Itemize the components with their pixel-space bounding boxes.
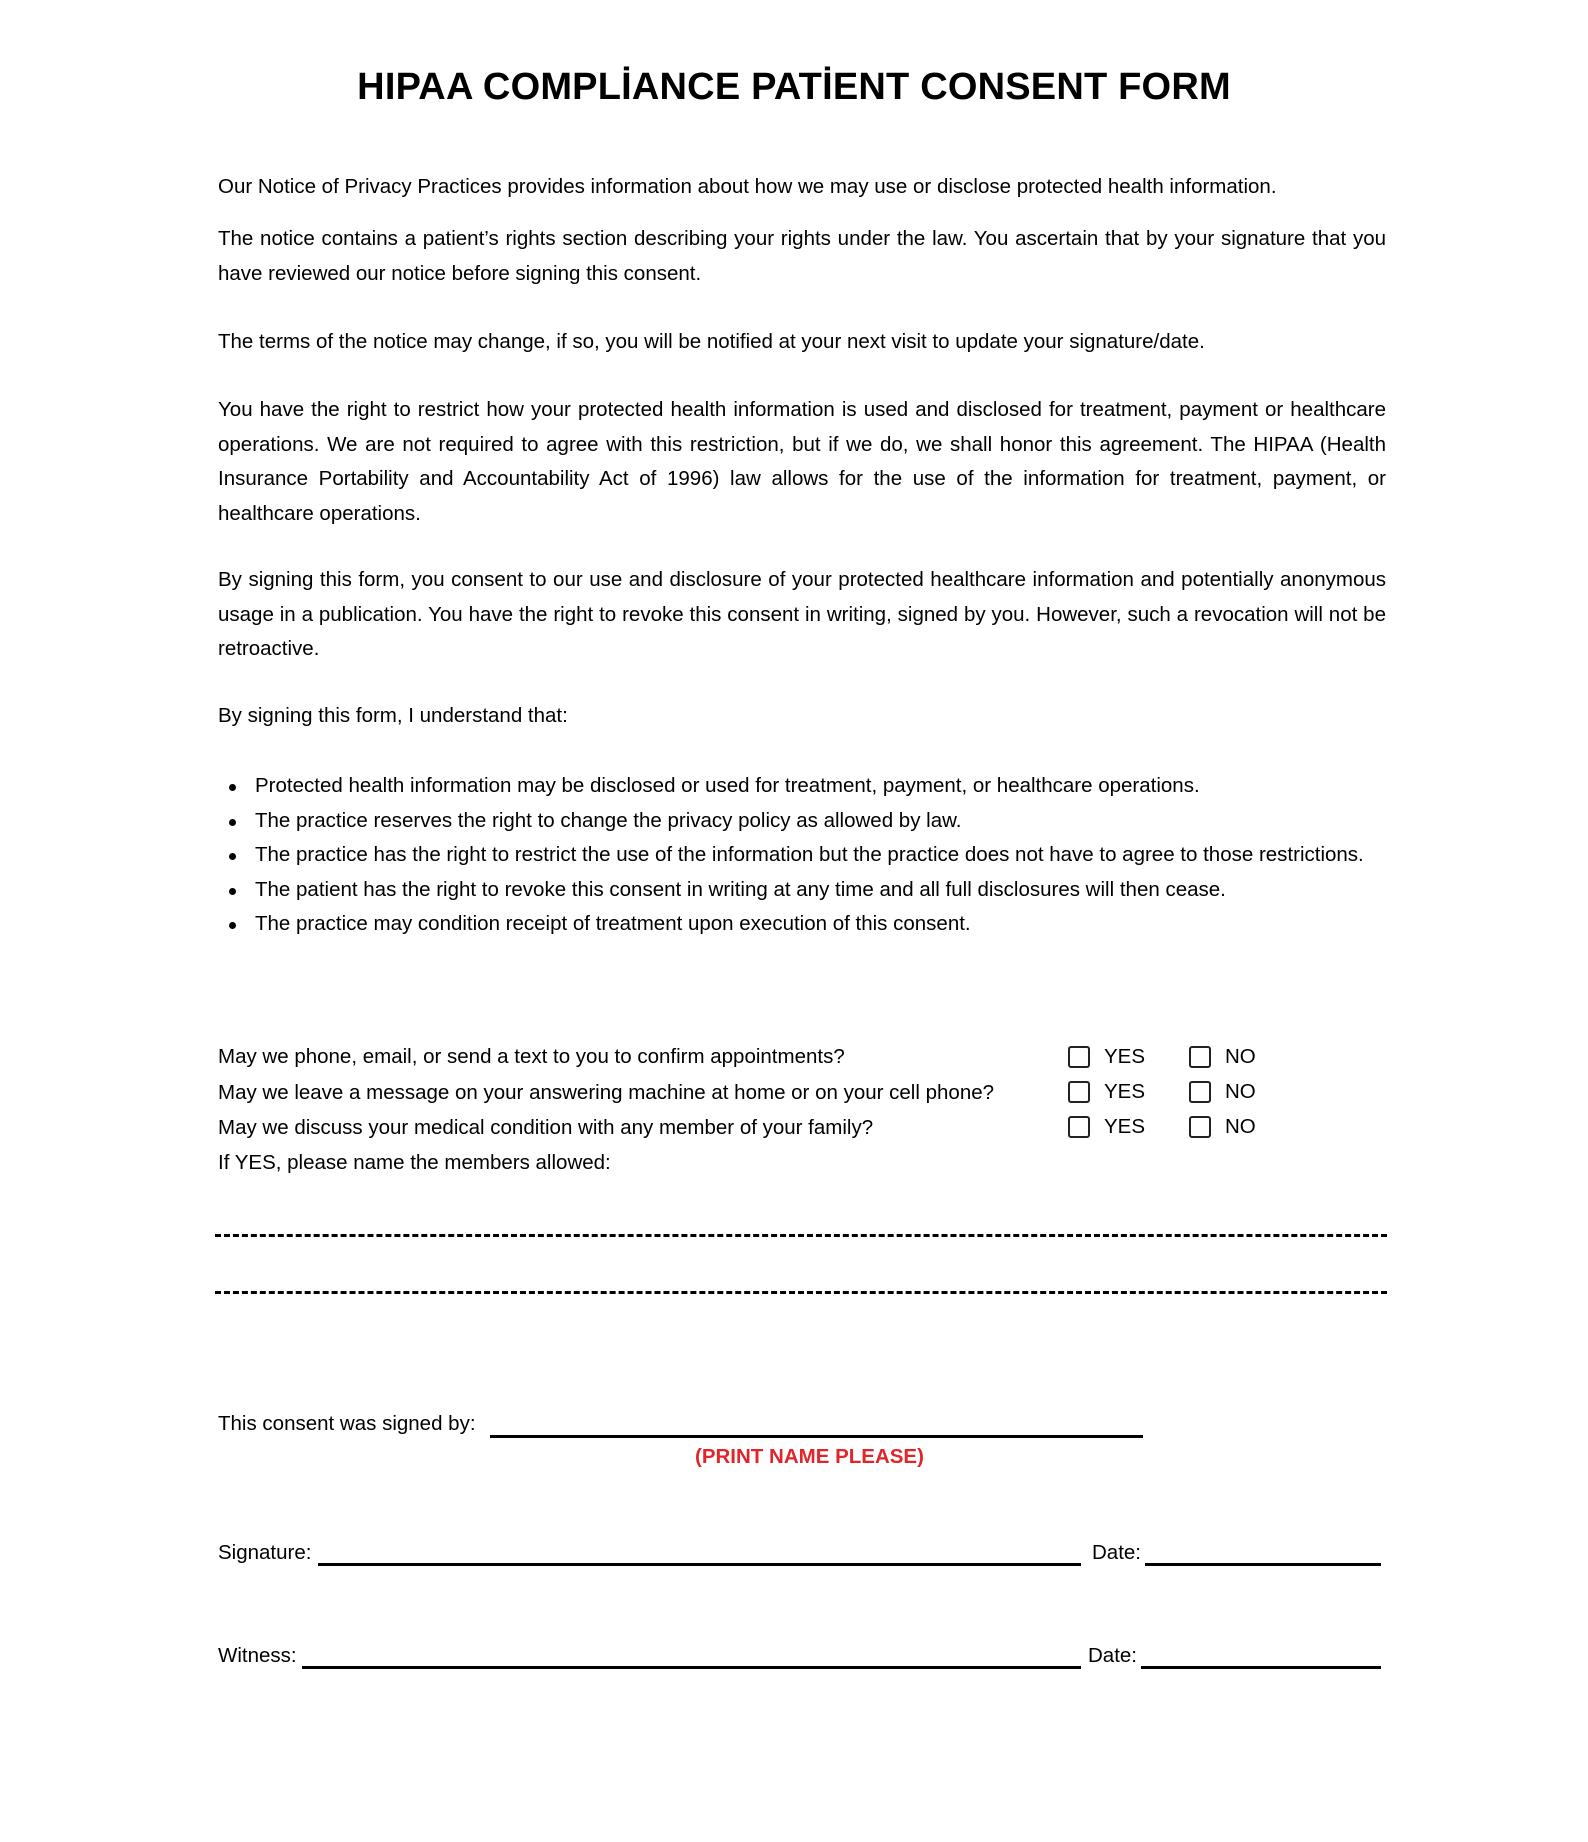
signed-by-name-field[interactable] [490,1435,1143,1438]
no-label: NO [1225,1045,1256,1068]
rights-paragraph [218,222,1386,291]
checkbox-icon [1068,1046,1090,1068]
no-label: NO [1225,1115,1256,1138]
list-item-text: The practice has the right to restrict the use of the information but the practice does not have to agree to those restrictions. [255,843,1364,866]
contact-appointments-no-checkbox[interactable] [1189,1045,1256,1069]
checkbox-icon [1068,1081,1090,1103]
discuss-family-no-checkbox[interactable] [1189,1115,1256,1139]
checkbox-icon [1189,1046,1211,1068]
yes-label: YES [1104,1080,1146,1103]
bullet-icon [229,819,236,826]
family-members-prompt: If YES, please name the members allowed: [218,1151,611,1174]
list-item-text: The practice may condition receipt of treatment upon execution of this consent. [255,912,971,935]
no-label: NO [1225,1080,1256,1103]
discuss-family-yes-checkbox[interactable] [1068,1115,1145,1139]
list-item-text: The patient has the right to revoke this consent in writing at any time and all full disclosures will then cease. [255,877,1226,901]
notice-paragraph [218,170,1386,205]
witness-label: Witness: [218,1644,297,1667]
checkbox-icon [1189,1081,1211,1103]
bullet-icon [229,888,236,895]
list-item [218,838,1386,873]
consent-paragraph-text: By signing this form, you consent to our use and disclosure of your protected healthcare information and potentially anonymous usage in a publication. You have the right to revoke this consent in writing, signed by you. However, such a revocation will not be retroactive. [218,568,1386,660]
understand-paragraph [218,699,1386,734]
understand-paragraph-text: By signing this form, I understand that: [218,704,568,727]
yes-label: YES [1104,1045,1146,1068]
rights-paragraph-text: The notice contains a patient’s rights section describing your rights under the law. You ascertain that by your signature that you have reviewed our notice before signing this consent. [218,227,1386,285]
bullet-icon [229,922,236,929]
witness-field[interactable] [302,1666,1081,1669]
terms-paragraph-text: The terms of the notice may change, if so, you will be notified at your next visit to update your signature/date. [218,330,1205,353]
print-name-note: (PRINT NAME PLEASE) [695,1445,924,1468]
question-leave-message: May we leave a message on your answering machine at home or on your cell phone? [218,1081,995,1104]
notice-paragraph-text: Our Notice of Privacy Practices provides information about how we may use or disclose protected health information. [218,175,1277,198]
checkbox-icon [1068,1116,1090,1138]
witness-date-field[interactable] [1141,1666,1381,1669]
signature-field[interactable] [318,1563,1081,1566]
signed-by-label: This consent was signed by: [218,1412,476,1435]
signature-date-field[interactable] [1145,1563,1381,1566]
list-item-text: Protected health information may be disclosed or used for treatment, payment, or healthcare operations. [255,774,1200,797]
form-title: HIPAA COMPLİANCE PATİENT CONSENT FORM [357,66,1231,108]
leave-message-yes-checkbox[interactable] [1068,1080,1145,1104]
checkbox-icon [1189,1116,1211,1138]
bullet-icon [229,784,236,791]
yes-label: YES [1104,1115,1146,1138]
family-members-line-2[interactable] [215,1291,1387,1294]
list-item [218,873,1386,908]
witness-date-label: Date: [1088,1644,1137,1667]
list-item [218,804,1386,839]
contact-appointments-yes-checkbox[interactable] [1068,1045,1145,1069]
bullet-icon [229,853,236,860]
list-item [218,907,1386,942]
question-contact-appointments: May we phone, email, or send a text to you to confirm appointments? [218,1045,845,1068]
signature-label: Signature: [218,1541,312,1564]
restrict-paragraph-text: You have the right to restrict how your protected health information is used and disclosed for treatment, payment or healthcare operations. We are not required to agree with this restriction, but if we do, we shall honor this agreement. The HIPAA (Health Insurance Portability and Accountability Act of 1996) law allows for the use of the information for treatment, payment, or healthcare operations. [218,398,1386,525]
leave-message-no-checkbox[interactable] [1189,1080,1256,1104]
family-members-line-1[interactable] [215,1234,1387,1237]
terms-paragraph [218,325,1386,360]
consent-paragraph [218,563,1386,667]
list-item-text: The practice reserves the right to change the privacy policy as allowed by law. [255,808,962,832]
understanding-list [218,769,1386,942]
signature-date-label: Date: [1092,1541,1141,1564]
list-item [218,769,1386,804]
restrict-paragraph [218,393,1386,531]
question-discuss-family: May we discuss your medical condition with any member of your family? [218,1116,874,1139]
